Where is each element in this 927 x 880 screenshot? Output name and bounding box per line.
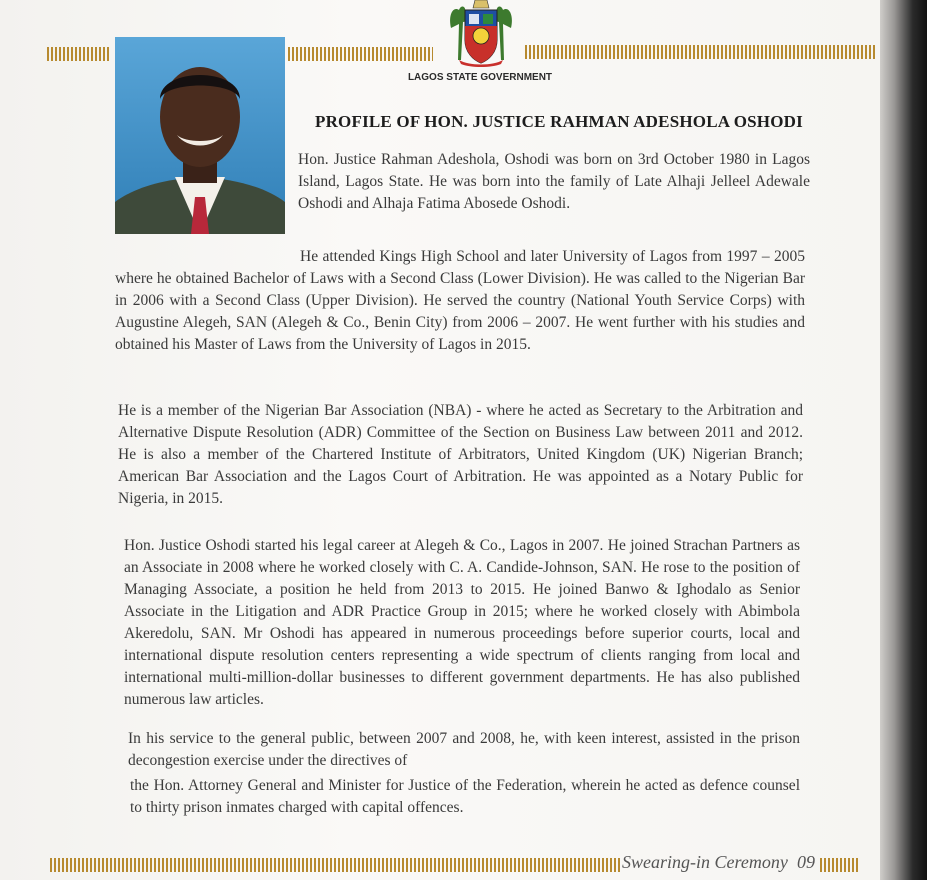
header-stripe-right (525, 45, 875, 59)
header-stripe-left (47, 47, 111, 61)
lagos-state-crest-icon (445, 0, 517, 68)
profile-title: PROFILE OF HON. JUSTICE RAHMAN ADESHOLA OSHODI (315, 112, 803, 131)
paragraph-attorney-general: the Hon. Attorney General and Minister for Justice of the Federation, wherein he acted as defence counsel to thirty prison inmates charged with capital offences. (130, 777, 800, 816)
paragraph-memberships: He is a member of the Nigerian Bar Association (NBA) - where he acted as Secretary to the Arbitration and Alternative Dispute Resolution (ADR) Committee of the Section on Business Law between 2011 and 2012. He is also a member of the Chartered Institute of Arbitrators, United Kingdom (UK) Nigerian Branch; American Bar Association and the Lagos Court of Arbitration. He was appointed as a Notary Public for Nigeria, in 2015. (118, 402, 803, 507)
paragraph-birth: Hon. Justice Rahman Adeshola, Oshodi was born on 3rd October 1980 in Lagos Island, Lagos State. He was born into the family of Late Alhaji Jelleel Adewale Oshodi and Alhaja Fatima Abosede Oshodi. (298, 151, 810, 212)
header-stripe-middle (288, 47, 433, 61)
footer-stripe-left (50, 858, 620, 872)
paragraph-public-service: In his service to the general public, between 2007 and 2008, he, with keen interest, assisted in the prison decongestion exercise under the directives of (128, 730, 800, 769)
footer-label: Swearing-in Ceremony (622, 852, 788, 872)
page-number: 09 (797, 852, 815, 872)
portrait-photo (115, 37, 285, 234)
paragraph-education: He attended Kings High School and later University of Lagos from 1997 – 2005 where he obtained Bachelor of Laws with a Second Class (Lower Division). He was called to the Nigerian Bar in 2006 with a Second Class (Upper Division). He served the country (National Youth Service Corps) with Augustine Alegeh, SAN (Alegeh & Co., Benin City) from 2006 – 2007. He went further with his studies and obtained his Master of Laws from the University of Lagos in 2015. (115, 248, 805, 353)
portrait-illustration (115, 37, 285, 234)
government-label: LAGOS STATE GOVERNMENT (407, 72, 553, 83)
page-edge-shadow (880, 0, 927, 880)
paragraph-career: Hon. Justice Oshodi started his legal career at Alegeh & Co., Lagos in 2007. He joined Strachan Partners as an Associate in 2008 where he worked closely with C. A. Candide-Johnson, SAN. He rose to the position of Managing Associate, a position he held from 2013 to 2015. He joined Banwo & Ighodalo as Senior Associate in the Litigation and ADR Practice Group in 2015; where he worked closely with Abimbola Akeredolu, SAN. Mr Oshodi has appeared in numerous proceedings before superior courts, local and international dispute resolution centers representing a wide spectrum of clients ranging from local and international multi-million-dollar businesses to different government departments. He has also published numerous law articles. (124, 537, 800, 708)
footer-stripe-right (820, 858, 860, 872)
